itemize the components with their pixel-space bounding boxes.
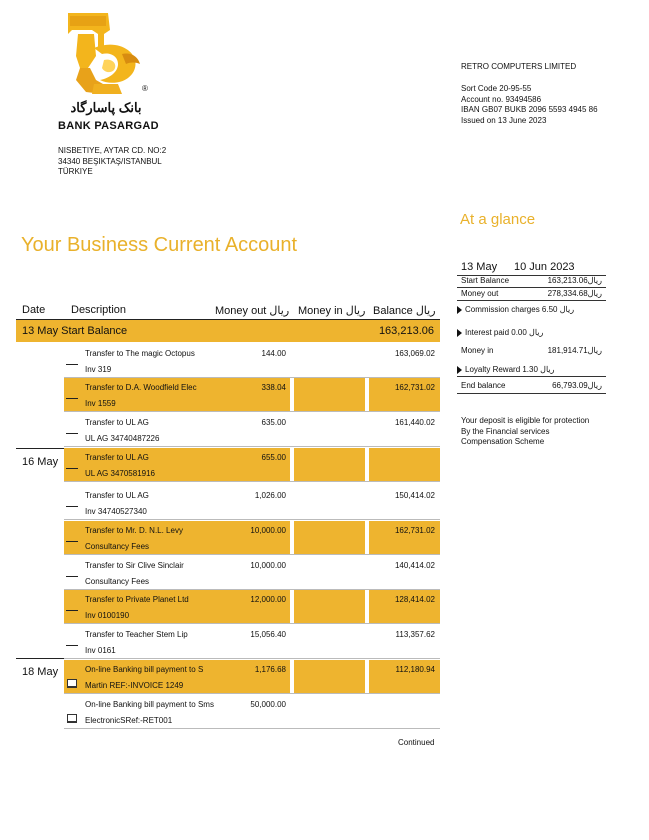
row-divider bbox=[64, 411, 440, 412]
money-out-value: 1,026.00 bbox=[254, 491, 286, 500]
transaction-reference: Inv 0161 bbox=[85, 646, 116, 655]
start-balance-value: 163,213.06 bbox=[378, 325, 434, 337]
glance-value: ریال66,793.09 bbox=[552, 381, 602, 390]
triangle-icon bbox=[457, 329, 462, 337]
account-number: Account no. 93494586 bbox=[461, 94, 542, 104]
row-divider bbox=[64, 693, 440, 694]
transaction-reference: Consultancy Fees bbox=[85, 577, 150, 586]
printer-icon bbox=[67, 679, 77, 688]
transaction-description: Transfer to Private Planet Ltd bbox=[85, 595, 189, 604]
transaction-description: Transfer to UL AG bbox=[85, 418, 149, 427]
money-out-value: 338.04 bbox=[261, 383, 286, 392]
glance-label: Start Balance bbox=[461, 276, 510, 285]
address-line: NISBETIYE, AYTAR CD. NO:2 bbox=[58, 146, 167, 155]
address-line: 34340 BEŞIKTAŞ/ISTANBUL bbox=[58, 156, 162, 166]
transaction-reference: Inv 319 bbox=[85, 365, 112, 374]
transaction-description: Transfer to Teacher Stem Lip bbox=[85, 630, 188, 639]
bank-logo bbox=[58, 8, 158, 108]
divider bbox=[457, 300, 606, 301]
money-in-cell bbox=[294, 695, 365, 728]
transaction-reference: Martin REF:-INVOICE 1249 bbox=[85, 681, 184, 690]
transaction-reference: UL AG 34740487226 bbox=[85, 434, 160, 443]
row-divider bbox=[64, 658, 440, 659]
customer-company: RETRO COMPUTERS LIMITED bbox=[461, 62, 577, 71]
col-header-balance: Balance ریال bbox=[373, 305, 436, 317]
start-balance-row bbox=[16, 320, 440, 342]
address-line: TÜRKIYE bbox=[58, 167, 93, 176]
balance-value: 140,414.02 bbox=[394, 561, 435, 570]
col-header-money-out: Money out ریال bbox=[215, 305, 290, 317]
protection-line: By the Financial services bbox=[461, 426, 550, 436]
transaction-reference: Consultancy Fees bbox=[85, 542, 150, 551]
dash-icon bbox=[66, 576, 78, 577]
triangle-icon bbox=[457, 306, 462, 314]
start-balance-label: 13 May Start Balance bbox=[22, 325, 128, 337]
balance-value: 112,180.94 bbox=[395, 665, 435, 674]
row-divider bbox=[64, 554, 440, 555]
continued-label: Continued bbox=[398, 738, 435, 747]
glance-value: ریال278,334.68 bbox=[547, 289, 602, 298]
dash-icon bbox=[66, 398, 78, 399]
bank-name-english: BANK PASARGAD bbox=[58, 120, 159, 132]
glance-label: Money out bbox=[461, 289, 499, 298]
issue-date: Issued on 13 June 2023 bbox=[461, 115, 547, 125]
divider bbox=[457, 376, 606, 377]
row-divider bbox=[64, 728, 440, 729]
transaction-description: Transfer to UL AG bbox=[85, 491, 149, 500]
glance-label: Interest paid ریال 0.00 bbox=[465, 328, 544, 337]
money-out-value: 12,000.00 bbox=[250, 595, 286, 604]
money-out-value: 15,056.40 bbox=[250, 630, 286, 639]
deposit-protection-note bbox=[461, 416, 621, 448]
col-header-description: Description bbox=[71, 304, 127, 316]
balance-cell bbox=[369, 695, 440, 728]
transaction-description: On-line Banking bill payment to S bbox=[85, 665, 204, 674]
balance-value: 162,731.02 bbox=[394, 526, 435, 535]
balance-value: 128,414.02 bbox=[394, 595, 435, 604]
glance-value: ریال163,213.06 bbox=[547, 276, 602, 285]
glance-label: End balance bbox=[461, 381, 506, 390]
glance-to: 10 Jun 2023 bbox=[514, 261, 575, 273]
divider bbox=[457, 287, 606, 288]
transaction-description: Transfer to D.A. Woodfield Elec bbox=[85, 383, 197, 392]
glance-label: Money in bbox=[461, 346, 494, 355]
money-out-value: 1,176.68 bbox=[254, 665, 286, 674]
glance-row bbox=[457, 328, 606, 340]
glance-label: Loyalty Reward ریال 1.30 bbox=[465, 365, 555, 374]
registered-mark: ® bbox=[142, 84, 148, 93]
glance-label: Commission charges ریال 6.50 bbox=[465, 305, 575, 314]
glance-row bbox=[457, 346, 606, 358]
triangle-icon bbox=[457, 366, 462, 374]
bank-address bbox=[58, 146, 166, 178]
transaction-reference: Inv 0100190 bbox=[85, 611, 130, 620]
divider bbox=[457, 393, 606, 394]
transaction-description: On-line Banking bill payment to Sms bbox=[85, 700, 214, 709]
transaction-reference: Inv 34740527340 bbox=[85, 507, 147, 516]
transaction-reference: ElectronicSRef:-RET001 bbox=[85, 716, 173, 725]
row-divider bbox=[64, 623, 440, 624]
date-label: 18 May bbox=[22, 666, 59, 678]
printer-icon bbox=[67, 714, 77, 723]
glance-value: ریال181,914.71 bbox=[547, 346, 602, 355]
glance-title: At a glance bbox=[460, 211, 536, 228]
transaction-description: Transfer to The magic Octopus bbox=[85, 349, 195, 358]
date-label: 16 May bbox=[22, 456, 59, 468]
dash-icon bbox=[66, 645, 78, 646]
money-out-value: 144.00 bbox=[261, 349, 286, 358]
transaction-reference: Inv 1559 bbox=[85, 399, 116, 408]
balance-value: 150,414.02 bbox=[394, 491, 435, 500]
money-in-cell bbox=[294, 448, 365, 481]
date-rule bbox=[16, 658, 64, 659]
balance-value: 113,357.62 bbox=[395, 630, 435, 639]
dash-icon bbox=[66, 433, 78, 434]
date-rule bbox=[16, 448, 64, 449]
glance-row bbox=[457, 381, 606, 393]
money-out-value: 50,000.00 bbox=[250, 700, 286, 709]
dash-icon bbox=[66, 468, 78, 469]
dash-icon bbox=[66, 541, 78, 542]
transaction-description: Transfer to Mr. D. N.L. Levy bbox=[85, 526, 183, 535]
col-header-date: Date bbox=[22, 304, 46, 316]
dash-icon bbox=[66, 364, 78, 365]
money-out-value: 10,000.00 bbox=[250, 561, 286, 570]
transaction-reference: UL AG 3470581916 bbox=[85, 469, 155, 478]
bank-name-persian: بانک پاسارگاد bbox=[70, 100, 142, 115]
sort-code: Sort Code 20-95-55 bbox=[461, 84, 532, 93]
money-out-value: 635.00 bbox=[261, 418, 286, 427]
glance-row bbox=[457, 305, 606, 317]
transaction-description: Transfer to Sir Clive Sinclair bbox=[85, 561, 184, 570]
dash-icon bbox=[66, 610, 78, 611]
dash-icon bbox=[66, 506, 78, 507]
row-divider bbox=[64, 446, 440, 447]
money-out-value: 10,000.00 bbox=[250, 526, 286, 535]
row-divider bbox=[64, 519, 440, 520]
account-details bbox=[461, 84, 598, 126]
balance-value: 163,069.02 bbox=[394, 349, 435, 358]
row-divider bbox=[64, 481, 440, 482]
money-out-value: 655.00 bbox=[261, 453, 286, 462]
balance-value: 162,731.02 bbox=[394, 383, 435, 392]
balance-value: 161,440.02 bbox=[394, 418, 435, 427]
iban: IBAN GB07 BUKB 2096 5593 4945 86 bbox=[461, 105, 598, 114]
glance-period bbox=[457, 261, 606, 275]
balance-cell bbox=[369, 448, 440, 481]
protection-line: Compensation Scheme bbox=[461, 437, 545, 446]
glance-from: 13 May bbox=[461, 261, 498, 273]
transaction-description: Transfer to UL AG bbox=[85, 453, 149, 462]
col-header-money-in: Money in ریال bbox=[298, 305, 366, 317]
page-title: Your Business Current Account bbox=[21, 234, 298, 256]
protection-line: Your deposit is eligible for protection bbox=[461, 416, 590, 425]
